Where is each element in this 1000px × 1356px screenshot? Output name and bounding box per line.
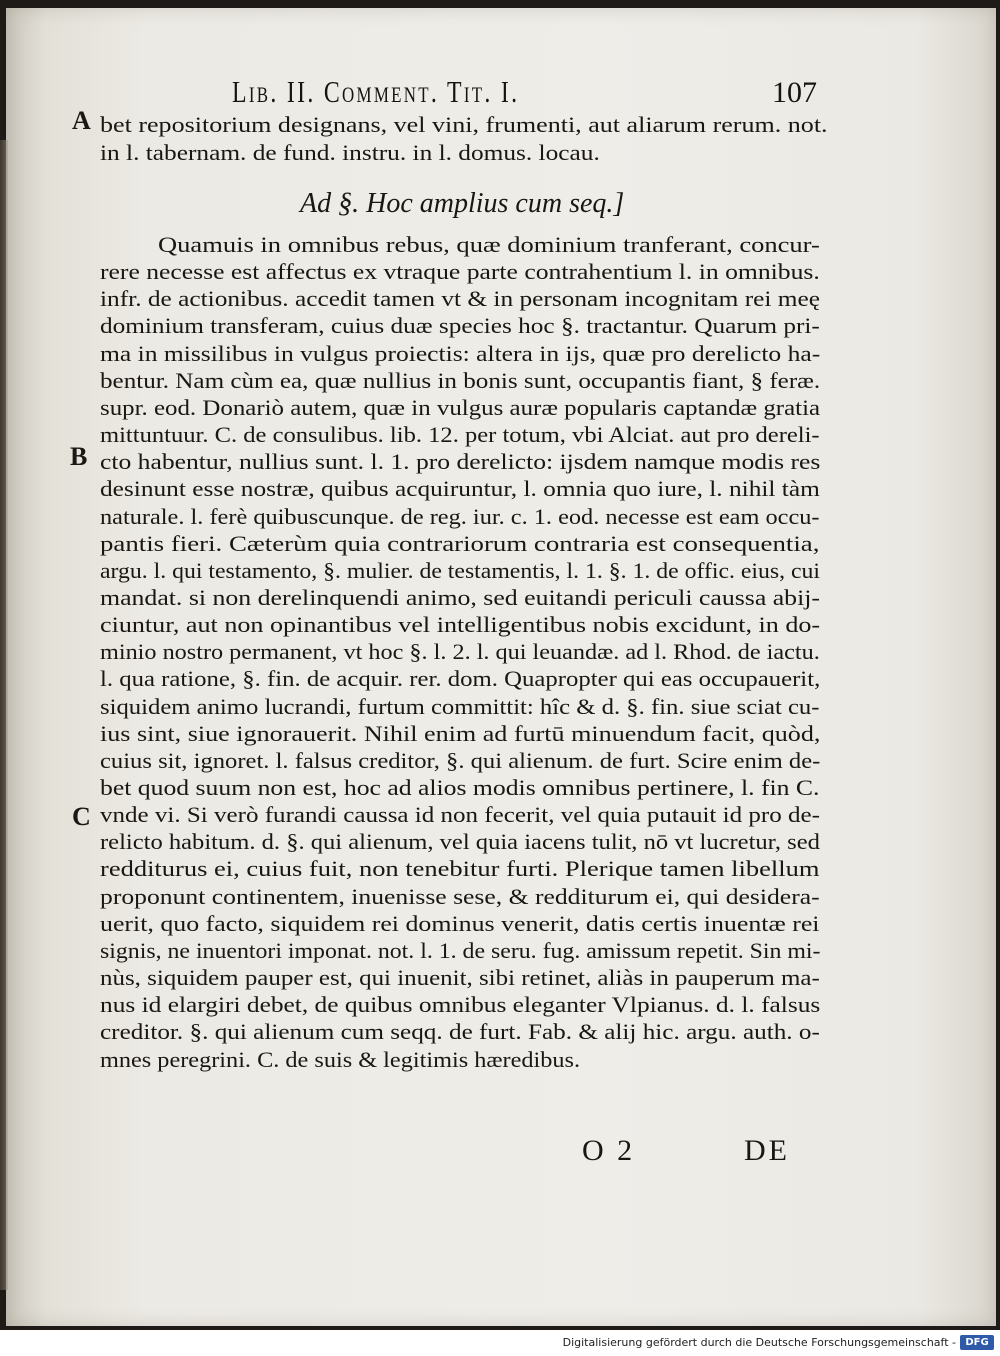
body-line: nus id elargiri debet, de quibus omnibus eleganter Vlpianus. d. l. falsus [100,992,821,1018]
body-line: Quamuis in omnibus rebus, quæ dominium tranferant, concur- [158,232,820,257]
body-line: mandat. si non derelinquendi animo, sed euitandi periculi caussa abij- [100,584,820,610]
running-title: Lib. II. Comment. Tit. I. [232,74,520,109]
body-line: pantis fieri. Cæterùm quia contrariorum contraria est consequentia, [100,530,820,556]
opening-line: bet repositorium designans, vel vini, frumenti, aut aliarum rerum. not. [100,112,828,137]
body-line: rere necesse est affectus ex vtraque parte contrahentium l. in omnibus. [100,259,820,285]
footer-bar [0,1330,1000,1356]
body-line: ma in missilibus in vulgus proiectis: altera in ijs, quæ pro derelicto ha- [100,340,821,366]
dfg-logo: DFG [960,1335,994,1350]
page-number: 107 [772,76,817,109]
body-line: signis, ne inuentori imponat. not. l. 1. de seru. fug. amissum repetit. Sin mi- [100,937,821,963]
body-line: vnde vi. Si verò furandi caussa id non fecerit, vel quia putauit id pro de- [100,802,820,828]
margin-letter-b: B [70,442,88,471]
body-line: l. qua ratione, §. fin. de acquir. rer. dom. Quapropter qui eas occupauerit, [100,666,821,692]
page-edge-shadow [0,140,8,1290]
body-line: cto habentur, nullius sunt. l. 1. pro derelicto: ijsdem namque modis res [100,449,821,475]
catchword: DE [744,1134,790,1167]
body-line: mnes peregrini. C. de suis & legitimis hæredibus. [100,1046,581,1072]
body-line: proponunt continentem, inuenisse sese, & redditurum ei, qui desidera- [100,883,820,909]
body-line: desinunt esse nostræ, quibus acquiruntur, l. omnia quo iure, l. nihil tàm [100,476,820,502]
body-line: creditor. §. qui alienum cum seqq. de furt. Fab. & alij hic. argu. auth. o- [100,1019,820,1045]
body-line: redditurus ei, cuius fuit, non tenebitur furti. Plerique tamen libellum [100,856,820,882]
body-line: mittuntuur. C. de consulibus. lib. 12. per totum, vbi Alciat. aut pro dereli- [100,422,820,448]
body-line: nùs, siquidem pauper est, qui inuenit, sibi retinet, aliàs in pauperum ma- [100,965,820,991]
body-line: dominium transferam, cuius duæ species hoc §. tractantur. Quarum pri- [100,313,820,339]
body-line: siquidem animo lucrandi, furtum committit: hîc & d. §. fin. siue sciat cu- [100,693,820,719]
body-line: relicto habitum. d. §. qui alienum, vel quia iacens tulit, nō vt lucretur, sed [100,829,820,855]
opening-line: in l. tabernam. de fund. instru. in l. domus. locau. [100,140,600,165]
margin-letter-c: C [72,802,91,831]
body-line: minio nostro permanent, vt hoc §. l. 2. l. qui leuandæ. ad l. Rhod. de iactu. [100,639,820,665]
footer-credit: Digitalisierung gefördert durch die Deutsche Forschungsgemeinschaft - [562,1336,956,1349]
signature-mark: O 2 [582,1134,636,1167]
margin-letter-a: A [72,106,91,135]
body-line: uerit, quo facto, siquidem rei dominus venerit, datis certis inuentæ rei [100,910,820,936]
body-line: bentur. Nam cùm ea, quæ nullius in bonis sunt, occupantis fiant, § feræ. [100,367,821,393]
body-line: bet quod suum non est, hoc ad alios modis omnibus pertinere, l. fin C. [100,775,820,800]
body-line: ciuntur, aut non opinantibus vel intelligentibus nobis excidunt, in do- [100,612,821,638]
body-line: infr. de actionibus. accedit tamen vt & in personam incognitam rei meę [100,286,820,312]
body-line: cuius sit, ignoret. l. falsus creditor, §. qui alienum. de furt. Scire enim de- [100,747,821,773]
body-line: naturale. l. ferè quibuscunque. de reg. iur. c. 1. eod. necesse est eam occu- [100,503,820,529]
body-line: argu. l. qui testamento, §. mulier. de testamentis, l. 1. §. 1. de offic. eius, cui [100,557,821,583]
body-line: supr. eod. Donariò autem, quæ in vulgus auræ popularis captandæ gratia [100,394,821,420]
body-line: ius sint, siue ignorauerit. Nihil enim ad furtū minuendum facit, quòd, [100,720,821,746]
section-heading: Ad §. Hoc amplius cum seq.] [300,188,625,219]
